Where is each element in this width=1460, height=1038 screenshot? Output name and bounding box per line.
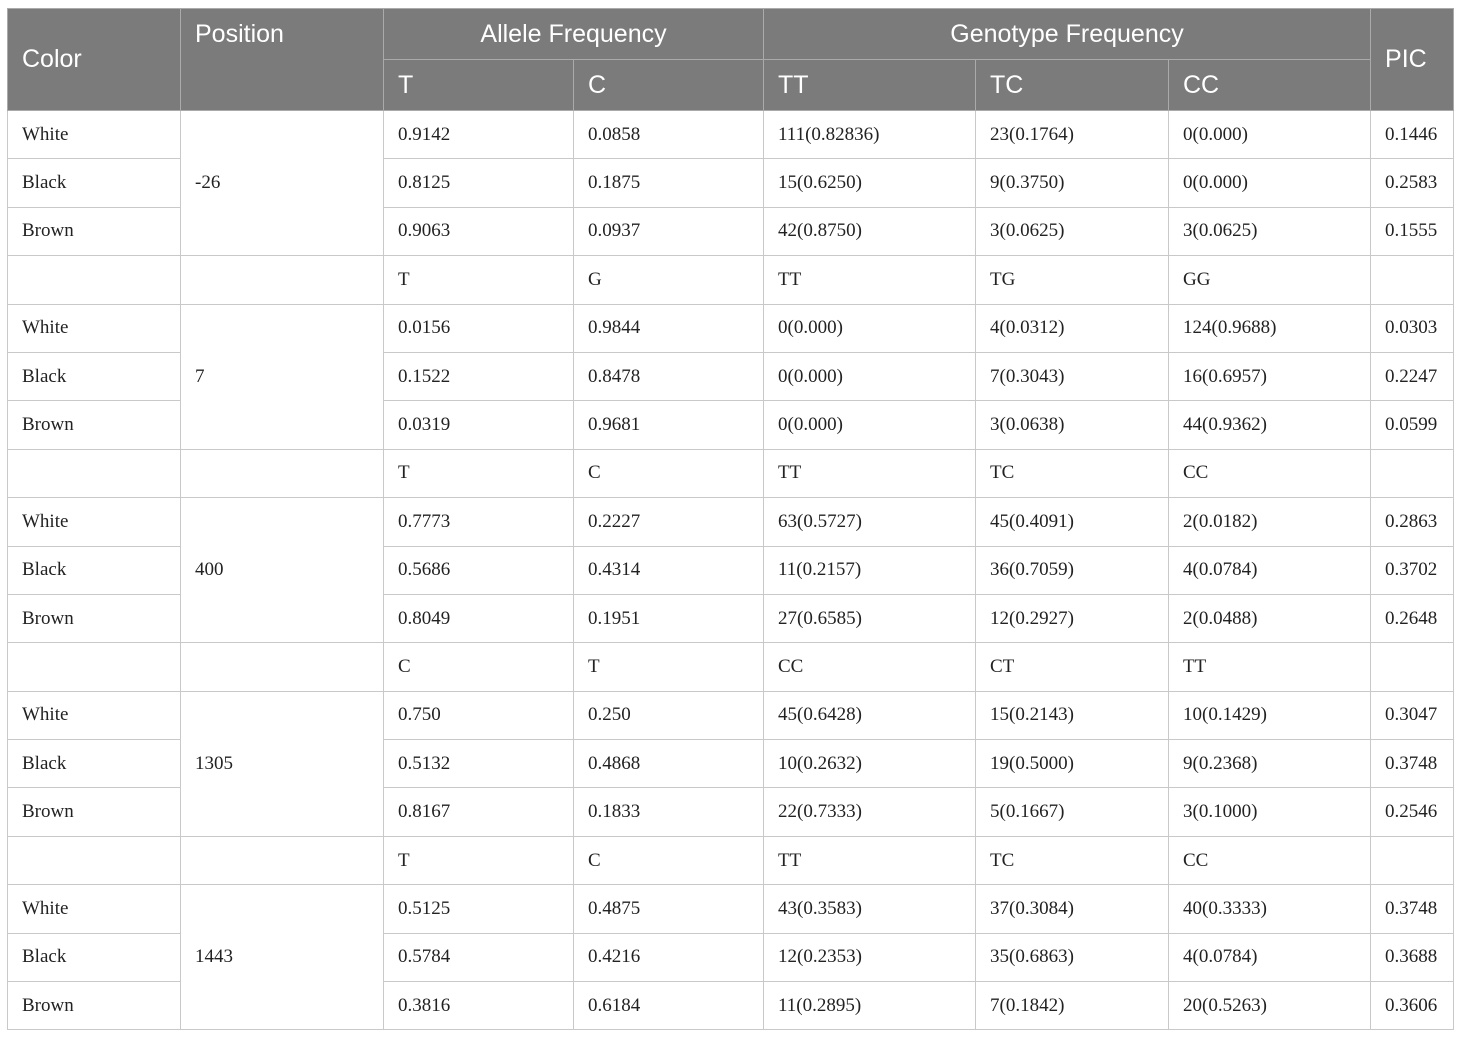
genotype-3-cell: 10(0.1429): [1169, 691, 1371, 739]
genotype-3-cell: 3(0.1000): [1169, 788, 1371, 836]
table-row: [8, 691, 1454, 739]
allele-2-cell: 0.4875: [574, 885, 764, 933]
table-row: [8, 304, 1454, 352]
table-row: [8, 885, 1454, 933]
allele-label-cell: CT: [976, 643, 1169, 691]
allele-2-cell: 0.2227: [574, 498, 764, 546]
allele-1-cell: 0.0319: [384, 401, 574, 449]
color-cell: Brown: [8, 788, 181, 836]
header-allele-c: C: [574, 60, 764, 111]
allele-1-cell: 0.750: [384, 691, 574, 739]
allele-2-cell: 0.4868: [574, 740, 764, 788]
header-pic: PIC: [1371, 9, 1454, 111]
color-cell: White: [8, 691, 181, 739]
color-cell: White: [8, 304, 181, 352]
pic-cell: 0.2247: [1371, 352, 1454, 400]
allele-2-cell: 0.1833: [574, 788, 764, 836]
genotype-3-cell: 124(0.9688): [1169, 304, 1371, 352]
pic-cell: 0.3748: [1371, 885, 1454, 933]
genotype-2-cell: 7(0.1842): [976, 982, 1169, 1030]
position-cell: 400: [181, 498, 384, 643]
allele-1-cell: 0.5784: [384, 933, 574, 981]
allele-1-cell: 0.5125: [384, 885, 574, 933]
genotype-2-cell: 7(0.3043): [976, 352, 1169, 400]
genotype-3-cell: 40(0.3333): [1169, 885, 1371, 933]
pic-cell: 0.2546: [1371, 788, 1454, 836]
pic-cell: 0.0303: [1371, 304, 1454, 352]
allele-2-cell: 0.1875: [574, 159, 764, 207]
color-cell: Black: [8, 740, 181, 788]
color-cell: Black: [8, 546, 181, 594]
empty-cell: [1371, 836, 1454, 884]
genotype-3-cell: 20(0.5263): [1169, 982, 1371, 1030]
allele-label-cell: TG: [976, 256, 1169, 304]
pic-cell: 0.2583: [1371, 159, 1454, 207]
genotype-1-cell: 42(0.8750): [764, 207, 976, 255]
genotype-2-cell: 3(0.0638): [976, 401, 1169, 449]
genotype-3-cell: 4(0.0784): [1169, 933, 1371, 981]
pic-cell: 0.2648: [1371, 594, 1454, 642]
genotype-1-cell: 63(0.5727): [764, 498, 976, 546]
position-cell: -26: [181, 111, 384, 256]
pic-cell: 0.3606: [1371, 982, 1454, 1030]
empty-cell: [1371, 449, 1454, 497]
pic-cell: 0.3702: [1371, 546, 1454, 594]
genotype-2-cell: 12(0.2927): [976, 594, 1169, 642]
allele-label-cell: T: [384, 836, 574, 884]
color-cell: Brown: [8, 594, 181, 642]
pic-cell: 0.0599: [1371, 401, 1454, 449]
genotype-2-cell: 5(0.1667): [976, 788, 1169, 836]
allele-label-cell: GG: [1169, 256, 1371, 304]
allele-label-cell: C: [574, 449, 764, 497]
allele-1-cell: 0.8049: [384, 594, 574, 642]
empty-cell: [181, 449, 384, 497]
genotype-1-cell: 12(0.2353): [764, 933, 976, 981]
genotype-2-cell: 36(0.7059): [976, 546, 1169, 594]
header-genotype-frequency: Genotype Frequency: [764, 9, 1371, 60]
genotype-3-cell: 0(0.000): [1169, 159, 1371, 207]
genotype-1-cell: 27(0.6585): [764, 594, 976, 642]
header-genotype-tc: TC: [976, 60, 1169, 111]
genotype-2-cell: 9(0.3750): [976, 159, 1169, 207]
color-cell: Brown: [8, 982, 181, 1030]
allele-2-cell: 0.6184: [574, 982, 764, 1030]
genotype-3-cell: 0(0.000): [1169, 111, 1371, 159]
genotype-3-cell: 2(0.0488): [1169, 594, 1371, 642]
allele-label-cell: TT: [764, 836, 976, 884]
allele-2-cell: 0.8478: [574, 352, 764, 400]
pic-cell: 0.3748: [1371, 740, 1454, 788]
empty-cell: [1371, 643, 1454, 691]
genotype-1-cell: 15(0.6250): [764, 159, 976, 207]
allele-2-cell: 0.4216: [574, 933, 764, 981]
genotype-3-cell: 2(0.0182): [1169, 498, 1371, 546]
empty-cell: [8, 256, 181, 304]
position-cell: 7: [181, 304, 384, 449]
allele-label-cell: CC: [1169, 449, 1371, 497]
genotype-2-cell: 37(0.3084): [976, 885, 1169, 933]
allele-2-cell: 0.9681: [574, 401, 764, 449]
header-position: Position: [181, 9, 384, 111]
genotype-1-cell: 0(0.000): [764, 304, 976, 352]
header-genotype-tt: TT: [764, 60, 976, 111]
genotype-3-cell: 4(0.0784): [1169, 546, 1371, 594]
allele-label-row: [8, 256, 1454, 304]
genotype-3-cell: 3(0.0625): [1169, 207, 1371, 255]
color-cell: Brown: [8, 401, 181, 449]
genotype-2-cell: 15(0.2143): [976, 691, 1169, 739]
allele-label-cell: TT: [1169, 643, 1371, 691]
color-cell: White: [8, 885, 181, 933]
color-cell: Black: [8, 352, 181, 400]
empty-cell: [181, 256, 384, 304]
genotype-1-cell: 0(0.000): [764, 352, 976, 400]
pic-cell: 0.1555: [1371, 207, 1454, 255]
empty-cell: [1371, 256, 1454, 304]
pic-cell: 0.3047: [1371, 691, 1454, 739]
position-cell: 1443: [181, 885, 384, 1030]
allele-1-cell: 0.3816: [384, 982, 574, 1030]
empty-cell: [8, 836, 181, 884]
allele-label-cell: C: [574, 836, 764, 884]
color-cell: White: [8, 498, 181, 546]
genotype-2-cell: 19(0.5000): [976, 740, 1169, 788]
allele-label-row: [8, 643, 1454, 691]
genotype-3-cell: 44(0.9362): [1169, 401, 1371, 449]
header-color: Color: [8, 9, 181, 111]
allele-label-cell: TC: [976, 449, 1169, 497]
allele-label-row: [8, 449, 1454, 497]
allele-1-cell: 0.8125: [384, 159, 574, 207]
position-cell: 1305: [181, 691, 384, 836]
table-body: [8, 111, 1454, 1030]
allele-1-cell: 0.9063: [384, 207, 574, 255]
allele-label-cell: CC: [1169, 836, 1371, 884]
allele-2-cell: 0.0858: [574, 111, 764, 159]
color-cell: Black: [8, 933, 181, 981]
genotype-2-cell: 3(0.0625): [976, 207, 1169, 255]
table-row: [8, 498, 1454, 546]
allele-label-cell: T: [384, 449, 574, 497]
allele-label-cell: T: [384, 256, 574, 304]
allele-1-cell: 0.5686: [384, 546, 574, 594]
header-allele-t: T: [384, 60, 574, 111]
genotype-2-cell: 45(0.4091): [976, 498, 1169, 546]
pic-cell: 0.3688: [1371, 933, 1454, 981]
table-row: [8, 111, 1454, 159]
genotype-2-cell: 4(0.0312): [976, 304, 1169, 352]
allele-1-cell: 0.7773: [384, 498, 574, 546]
genotype-1-cell: 11(0.2895): [764, 982, 976, 1030]
empty-cell: [181, 643, 384, 691]
allele-label-row: [8, 836, 1454, 884]
allele-label-cell: G: [574, 256, 764, 304]
allele-label-cell: T: [574, 643, 764, 691]
pic-cell: 0.2863: [1371, 498, 1454, 546]
genotype-frequency-table: [7, 8, 1454, 1030]
allele-label-cell: C: [384, 643, 574, 691]
empty-cell: [8, 449, 181, 497]
allele-label-cell: TC: [976, 836, 1169, 884]
allele-2-cell: 0.9844: [574, 304, 764, 352]
allele-1-cell: 0.1522: [384, 352, 574, 400]
genotype-1-cell: 111(0.82836): [764, 111, 976, 159]
genotype-1-cell: 45(0.6428): [764, 691, 976, 739]
genotype-3-cell: 9(0.2368): [1169, 740, 1371, 788]
empty-cell: [181, 836, 384, 884]
genotype-1-cell: 11(0.2157): [764, 546, 976, 594]
header-genotype-cc: CC: [1169, 60, 1371, 111]
allele-label-cell: CC: [764, 643, 976, 691]
pic-cell: 0.1446: [1371, 111, 1454, 159]
genotype-2-cell: 35(0.6863): [976, 933, 1169, 981]
allele-1-cell: 0.9142: [384, 111, 574, 159]
allele-label-cell: TT: [764, 256, 976, 304]
genotype-2-cell: 23(0.1764): [976, 111, 1169, 159]
color-cell: Black: [8, 159, 181, 207]
genotype-1-cell: 43(0.3583): [764, 885, 976, 933]
header-allele-frequency: Allele Frequency: [384, 9, 764, 60]
allele-2-cell: 0.0937: [574, 207, 764, 255]
genotype-3-cell: 16(0.6957): [1169, 352, 1371, 400]
empty-cell: [8, 643, 181, 691]
genotype-1-cell: 22(0.7333): [764, 788, 976, 836]
allele-2-cell: 0.4314: [574, 546, 764, 594]
allele-1-cell: 0.5132: [384, 740, 574, 788]
genotype-1-cell: 0(0.000): [764, 401, 976, 449]
allele-1-cell: 0.8167: [384, 788, 574, 836]
allele-1-cell: 0.0156: [384, 304, 574, 352]
color-cell: Brown: [8, 207, 181, 255]
allele-label-cell: TT: [764, 449, 976, 497]
allele-2-cell: 0.250: [574, 691, 764, 739]
color-cell: White: [8, 111, 181, 159]
allele-2-cell: 0.1951: [574, 594, 764, 642]
genotype-1-cell: 10(0.2632): [764, 740, 976, 788]
